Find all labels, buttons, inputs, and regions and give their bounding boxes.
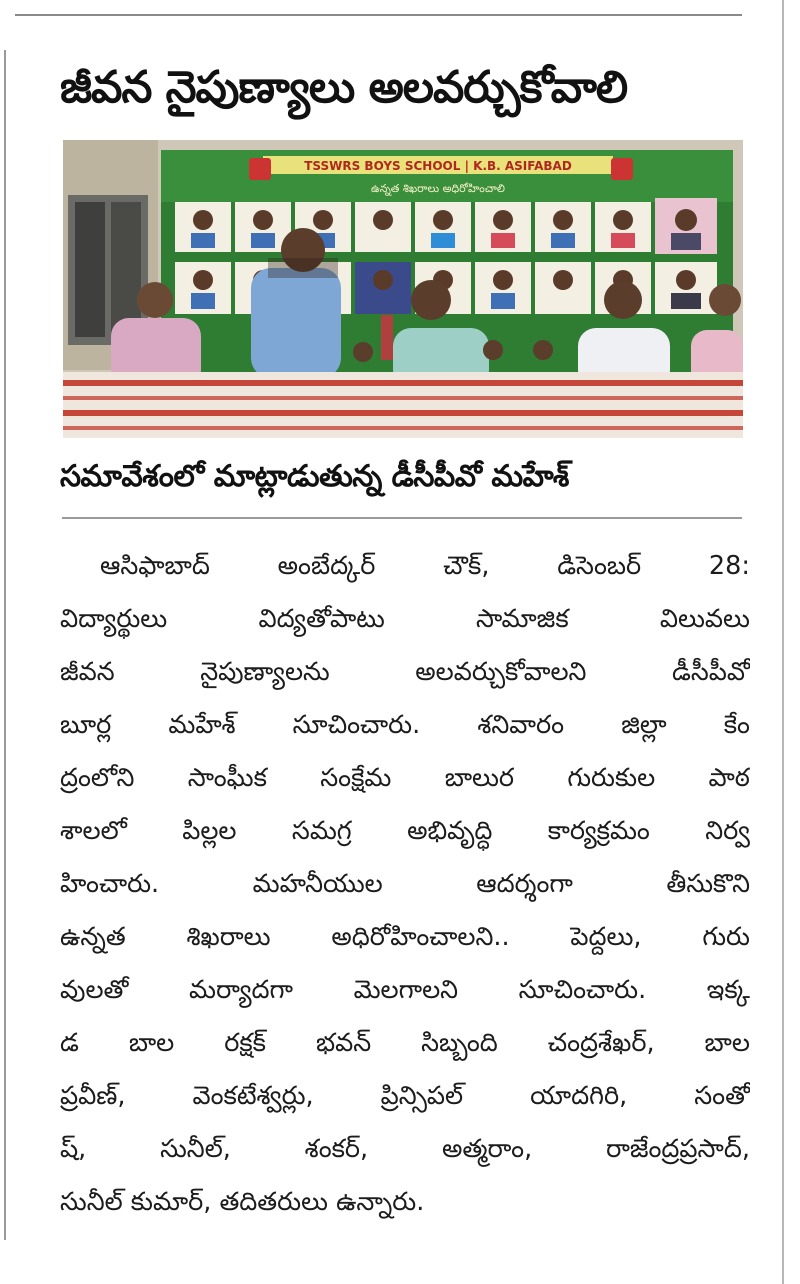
body-line: వులతో మర్యాదగా మెలగాలని సూచించారు. ఇక్క	[60, 975, 750, 1005]
body-line: సునీల్ కుమార్, తదితరులు ఉన్నారు.	[60, 1187, 425, 1217]
top-rule	[15, 0, 742, 16]
body-line: డ బాల రక్షక్ భవన్ సిబ్బంది చంద్రశేఖర్, బాల	[60, 1028, 750, 1058]
photo-caption: సమావేశంలో మాట్లాడుతున్న డీసీపీవో మహేశ్	[60, 459, 569, 494]
body-line: జీవన నైపుణ్యాలను అలవర్చుకోవాలని డీసీపీవో	[60, 657, 750, 687]
article-headline: జీవన నైపుణ్యాలు అలవర్చుకోవాలి	[60, 62, 628, 113]
body-line: శాలలో పిల్లల సమగ్ర అభివృద్ధి కార్యక్రమం నిర్వ	[60, 816, 750, 846]
body-line: ఉన్నత శిఖరాలు అధిరోహించాలని.. పెద్దలు, గురు	[60, 922, 750, 952]
body-line: ద్రంలోని సాంఘీక సంక్షేమ బాలుర గురుకుల పాఠ	[60, 763, 750, 793]
banner-subtitle: ఉన్నత శిఖరాలు అధిరోహించాలి	[371, 182, 505, 195]
right-column-rule	[782, 0, 784, 1284]
article-photo	[63, 140, 743, 438]
body-line: హించారు. మహనీయుల ఆదర్శంగా తీసుకొని	[60, 869, 750, 899]
body-line: ఆసిఫాబాద్ అంబేద్కర్ చౌక్, డిసెంబర్ 28:	[100, 551, 750, 581]
article-body	[60, 540, 750, 1229]
body-line: ష్, సునీల్, శంకర్, అత్మరాం, రాజేంద్రప్రసాద్,	[60, 1134, 750, 1164]
body-line: బూర్ల మహేశ్ సూచించారు. శనివారం జిల్లా కేం	[60, 710, 750, 740]
left-column-rule	[4, 50, 6, 1240]
body-line: ప్రవీణ్, వెంకటేశ్వర్లు, ప్రిన్సిపల్ యాదగిరి, సంతో	[60, 1081, 750, 1111]
caption-rule	[62, 517, 742, 519]
photo-table	[63, 372, 743, 438]
banner-title: TSSWRS BOYS SCHOOL | K.B. ASIFABAD	[304, 159, 572, 173]
body-line: విద్యార్థులు విద్యతోపాటు సామాజిక విలువలు	[60, 604, 750, 634]
